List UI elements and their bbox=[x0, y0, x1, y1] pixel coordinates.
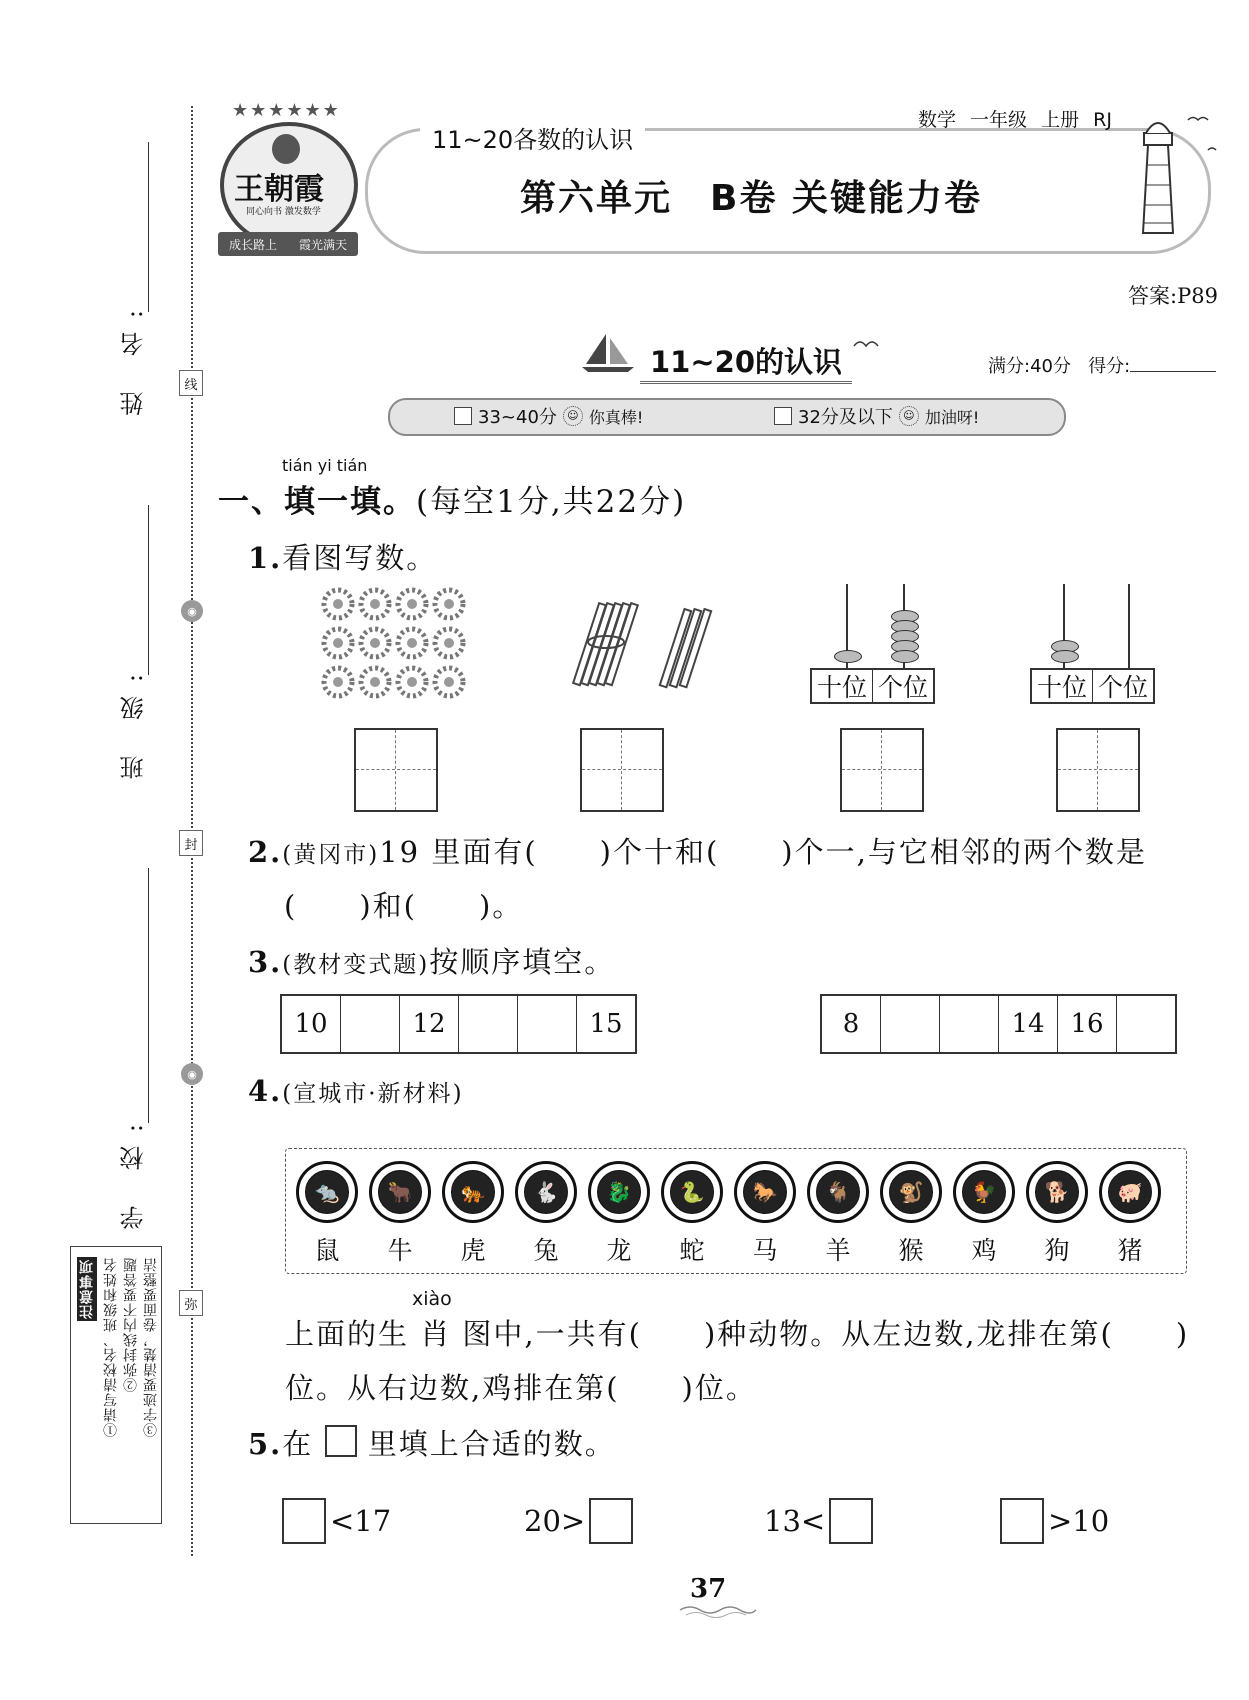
school-label: 学 校: bbox=[120, 1110, 148, 1230]
score-input[interactable] bbox=[1130, 371, 1216, 372]
rating-high-msg: 你真棒! bbox=[588, 407, 644, 427]
rat-icon: 🐀 bbox=[305, 1170, 349, 1214]
tag-secret: 弥 bbox=[179, 1290, 203, 1316]
question-number: 2. bbox=[248, 835, 283, 869]
sequence-cell: 16 bbox=[1058, 996, 1117, 1052]
answer-box[interactable] bbox=[840, 728, 924, 812]
question-2-line2: ( )和( )。 bbox=[284, 889, 524, 923]
rating-bar bbox=[388, 398, 1066, 436]
tens-label: 十位 bbox=[812, 670, 873, 702]
question-text-post: 里填上合适的数。 bbox=[367, 1427, 616, 1461]
ones-label: 个位 bbox=[1098, 673, 1149, 702]
sequence-cell: 10 bbox=[282, 996, 341, 1052]
sticks-bundle-image bbox=[556, 600, 726, 692]
inequality-3 bbox=[764, 1498, 873, 1544]
name-label: 姓 名: bbox=[120, 296, 148, 416]
lighthouse-icon bbox=[1118, 105, 1228, 240]
logo-slogan: 同心向书 激发数学 bbox=[246, 207, 321, 217]
book-meta: 数学 一年级 上册 RJ bbox=[918, 109, 1112, 131]
zodiac-rooster bbox=[953, 1161, 1015, 1267]
sailboat-icon bbox=[578, 330, 638, 374]
brand-logo bbox=[212, 100, 362, 260]
sequence-cell: 15 bbox=[589, 1009, 623, 1039]
question-number: 4. bbox=[248, 1074, 283, 1108]
answer-box[interactable] bbox=[580, 728, 664, 812]
place-value-label bbox=[810, 668, 935, 704]
zodiac-monkey bbox=[880, 1161, 942, 1267]
abacus-rod bbox=[1128, 584, 1130, 668]
class-line bbox=[148, 505, 149, 675]
question-2 bbox=[248, 830, 1147, 871]
zodiac-panel bbox=[285, 1148, 1187, 1274]
zodiac-name: 羊 bbox=[825, 1236, 851, 1265]
answer-box[interactable] bbox=[1056, 728, 1140, 812]
zodiac-dragon bbox=[588, 1161, 650, 1267]
zodiac-name: 兔 bbox=[533, 1236, 559, 1265]
question-5 bbox=[248, 1422, 616, 1463]
rating-high-checkbox[interactable] bbox=[454, 407, 472, 425]
logo-slogan: 成长路上 bbox=[228, 237, 277, 252]
name-line bbox=[148, 142, 149, 312]
question-text: 19 里面有( )个十和( )个一,与它相邻的两个数是 bbox=[379, 835, 1147, 869]
logo-name: 王朝霞 bbox=[234, 172, 324, 207]
zodiac-rat bbox=[296, 1161, 358, 1267]
sequence-cell[interactable] bbox=[459, 996, 518, 1052]
page-number: 37 bbox=[690, 1574, 727, 1604]
abacus-bead bbox=[891, 650, 919, 663]
zodiac-rabbit bbox=[515, 1161, 577, 1267]
unit-subtitle: 11~20各数的认识 bbox=[420, 120, 645, 155]
rating-low-msg: 加油呀! bbox=[924, 407, 980, 427]
ox-icon: 🐂 bbox=[378, 1170, 422, 1214]
notice-item: ②弥封线内不要答题 bbox=[123, 1257, 139, 1392]
answer-box[interactable] bbox=[589, 1498, 633, 1544]
part1-pinyin: tián yi tián bbox=[282, 456, 368, 475]
sequence-cell: 14 bbox=[999, 996, 1058, 1052]
part1-heading bbox=[218, 476, 686, 521]
notice-title: 注意事项 bbox=[79, 1259, 95, 1319]
zodiac-snake bbox=[661, 1161, 723, 1267]
pig-icon: 🐖 bbox=[1108, 1170, 1152, 1214]
question-number: 3. bbox=[248, 945, 283, 979]
smiley-icon: ☺ bbox=[899, 406, 919, 426]
question-number: 1. bbox=[248, 541, 283, 575]
rabbit-icon: 🐇 bbox=[524, 1170, 568, 1214]
notice-item: ①请写清校名、班级和姓名 bbox=[103, 1257, 119, 1437]
abacus-bead bbox=[1051, 650, 1079, 663]
seal-mark-icon: ◉ bbox=[181, 1063, 203, 1085]
inequality-text: 20> bbox=[524, 1504, 586, 1538]
place-value-label bbox=[1030, 668, 1155, 704]
question-source: (教材变式题) bbox=[282, 952, 430, 978]
zodiac-name: 虎 bbox=[460, 1236, 486, 1265]
question-number: 5. bbox=[248, 1427, 283, 1461]
score-area bbox=[988, 352, 1216, 378]
rooster-icon: 🐓 bbox=[962, 1170, 1006, 1214]
class-label: 班 级: bbox=[120, 660, 148, 780]
snake-icon: 🐍 bbox=[670, 1170, 714, 1214]
zodiac-dog bbox=[1026, 1161, 1088, 1267]
sequence-cell[interactable] bbox=[341, 996, 400, 1052]
zodiac-name: 狗 bbox=[1044, 1236, 1070, 1265]
question-4-line2: 位。从右边数,鸡排在第( )位。 bbox=[285, 1371, 757, 1405]
part1-note: (每空1分,共22分) bbox=[416, 484, 687, 520]
blank-box-icon bbox=[325, 1425, 357, 1457]
sequence-cell[interactable] bbox=[518, 996, 577, 1052]
abacus-bead bbox=[834, 650, 862, 663]
inequality-4 bbox=[1000, 1498, 1109, 1544]
zodiac-name: 马 bbox=[752, 1236, 778, 1265]
zodiac-horse bbox=[734, 1161, 796, 1267]
wave-decoration-icon bbox=[678, 1604, 758, 1618]
monkey-icon: 🐒 bbox=[889, 1170, 933, 1214]
question-4-line1: 上面的生 肖 图中,一共有( )种动物。从左边数,龙排在第( ) bbox=[285, 1317, 1190, 1351]
goat-icon: 🐐 bbox=[816, 1170, 860, 1214]
flower-grid-image bbox=[320, 586, 470, 700]
full-score: 满分:40分 bbox=[988, 356, 1071, 377]
dragon-icon: 🐉 bbox=[597, 1170, 641, 1214]
inequality-text: <17 bbox=[330, 1504, 392, 1538]
question-source: (黄冈市) bbox=[282, 842, 380, 868]
zodiac-name: 蛇 bbox=[679, 1236, 705, 1265]
zodiac-goat bbox=[807, 1161, 869, 1267]
inequality-text: >10 bbox=[1048, 1504, 1110, 1538]
sequence-table-2 bbox=[820, 994, 1177, 1054]
unit-title: 第六单元 B卷 关键能力卷 bbox=[520, 178, 982, 219]
sequence-cell: 12 bbox=[400, 996, 459, 1052]
question-1 bbox=[248, 536, 437, 577]
sequence-cell: 8 bbox=[822, 996, 881, 1052]
zodiac-name: 猴 bbox=[898, 1236, 924, 1265]
zodiac-tiger bbox=[442, 1161, 504, 1267]
answer-box[interactable] bbox=[354, 728, 438, 812]
sequence-table-1 bbox=[280, 994, 637, 1054]
zodiac-name: 牛 bbox=[387, 1236, 413, 1265]
section-title: 11~20的认识 bbox=[640, 340, 852, 384]
tiger-icon: 🐅 bbox=[451, 1170, 495, 1214]
seal-mark-icon: ◉ bbox=[181, 600, 203, 622]
question-text: 按顺序填空。 bbox=[429, 945, 616, 979]
answer-box[interactable] bbox=[829, 1498, 873, 1544]
rating-low-label: 32分及以下 bbox=[798, 407, 893, 428]
ones-label: 个位 bbox=[878, 673, 929, 702]
sequence-cell[interactable] bbox=[940, 996, 999, 1052]
answer-box[interactable] bbox=[282, 1498, 326, 1544]
score-label: 得分: bbox=[1088, 356, 1131, 377]
inequality-text: 13< bbox=[764, 1504, 826, 1538]
question-text: 看图写数。 bbox=[282, 541, 438, 575]
part1-title: 一、填一填。 bbox=[218, 484, 416, 520]
answer-box[interactable] bbox=[1000, 1498, 1044, 1544]
xiao-pinyin: xiào bbox=[412, 1288, 452, 1310]
tag-line: 线 bbox=[179, 370, 203, 396]
star-icon: ★★★★★★ bbox=[232, 100, 341, 121]
bird-icon bbox=[852, 334, 882, 352]
logo-slogan: 霞光满天 bbox=[298, 237, 347, 252]
rating-high-label: 33~40分 bbox=[478, 407, 557, 428]
smiley-icon: ☺ bbox=[563, 406, 583, 426]
dog-icon: 🐕 bbox=[1035, 1170, 1079, 1214]
zodiac-pig bbox=[1099, 1161, 1161, 1267]
notice-item: ③字迹要清楚，卷面要整洁 bbox=[143, 1257, 159, 1437]
zodiac-name: 鸡 bbox=[971, 1236, 997, 1265]
tag-seal: 封 bbox=[179, 830, 203, 856]
inequality-2 bbox=[524, 1498, 633, 1544]
inequality-1 bbox=[282, 1498, 391, 1544]
tens-label: 十位 bbox=[1032, 670, 1093, 702]
sequence-cell[interactable] bbox=[881, 996, 940, 1052]
question-source: (宣城市·新材料) bbox=[282, 1081, 464, 1107]
zodiac-name: 鼠 bbox=[314, 1236, 340, 1265]
zodiac-name: 猪 bbox=[1117, 1236, 1143, 1265]
horse-icon: 🐎 bbox=[743, 1170, 787, 1214]
answer-reference: 答案:P89 bbox=[1128, 284, 1218, 308]
question-4 bbox=[248, 1074, 464, 1108]
portrait-icon bbox=[272, 134, 300, 164]
zodiac-name: 龙 bbox=[606, 1236, 632, 1265]
notice-box bbox=[70, 1246, 162, 1524]
zodiac-ox bbox=[369, 1161, 431, 1267]
sequence-cell[interactable] bbox=[1117, 996, 1175, 1052]
question-text-pre: 在 bbox=[282, 1427, 314, 1461]
rating-low-checkbox[interactable] bbox=[774, 407, 792, 425]
question-3 bbox=[248, 940, 615, 981]
school-line bbox=[148, 868, 149, 1123]
